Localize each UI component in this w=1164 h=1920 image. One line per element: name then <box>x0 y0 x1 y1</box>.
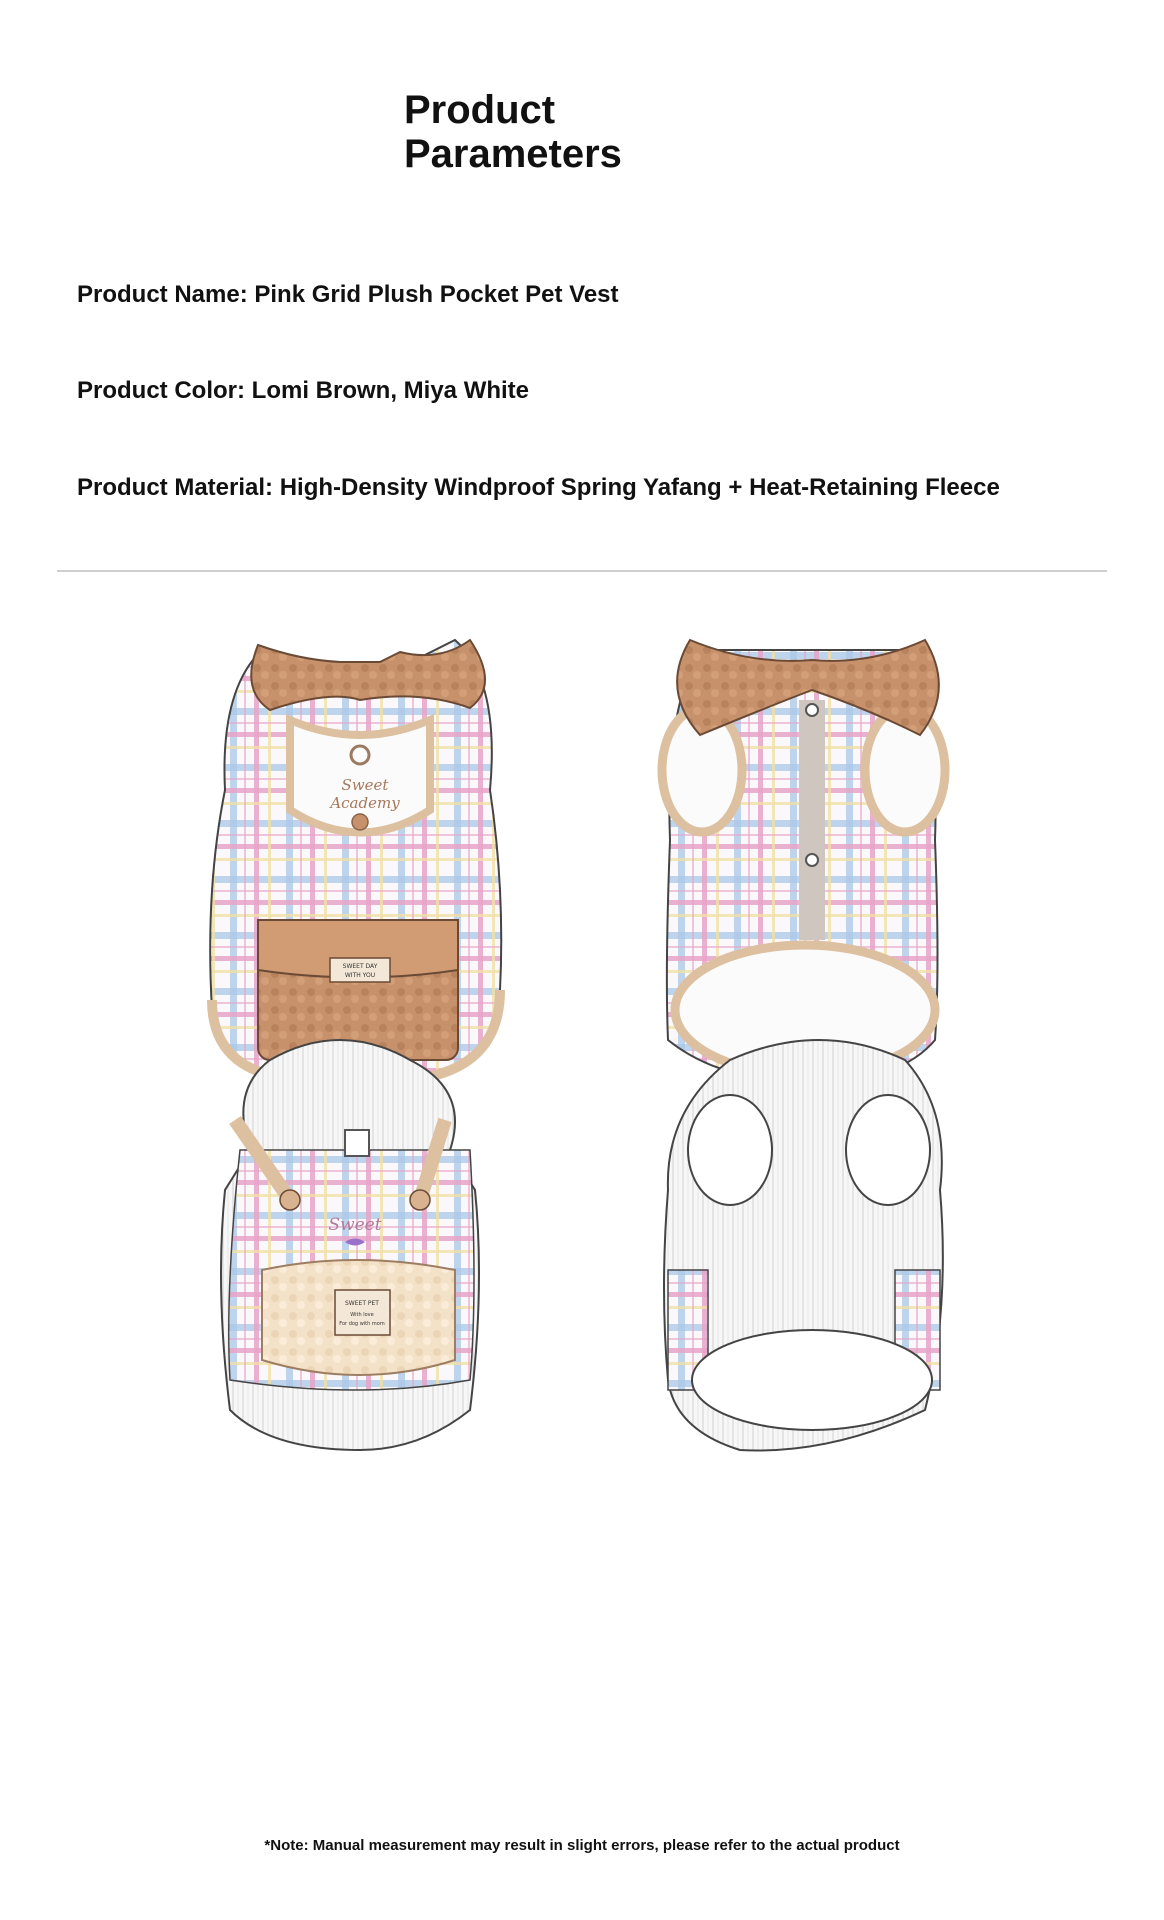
param-value: Lomi Brown, Miya White <box>251 377 530 404</box>
title-line-1: Product <box>404 88 556 132</box>
param-product-material <box>77 474 1000 502</box>
vest-brown-back <box>662 640 945 1082</box>
measurement-note: *Note: Manual measurement may result in slight errors, please refer to the actual product <box>264 1837 900 1854</box>
paw-button-icon <box>280 1190 300 1210</box>
tag-text-2: WITH YOU <box>344 972 376 979</box>
paw-button-icon <box>410 1190 430 1210</box>
vest-brown-front <box>210 640 501 1080</box>
tag-text-1: SWEET PET <box>345 1300 379 1307</box>
param-label: Product Color: <box>77 377 245 404</box>
param-product-name <box>77 281 619 309</box>
section-divider <box>57 570 1107 572</box>
fleece-collar <box>251 640 485 710</box>
leash-ring-icon <box>345 1130 369 1156</box>
tag-text-2: With love <box>350 1312 374 1318</box>
patch-text-academy: Academy <box>330 794 400 812</box>
patch-text-sweet: Sweet <box>341 776 389 794</box>
vest-script-sweet: Sweet <box>328 1215 382 1235</box>
tag-text-3: For dog with mom <box>339 1321 385 1327</box>
product-illustrations <box>0 590 1164 1790</box>
tag-text-1: SWEET DAY <box>342 963 378 970</box>
title-line-2: Parameters <box>404 132 622 176</box>
bear-emblem-icon <box>352 814 368 830</box>
param-value: Pink Grid Plush Pocket Pet Vest <box>254 281 619 308</box>
vest-white-back <box>664 1040 943 1451</box>
page-title <box>404 88 784 176</box>
param-label: Product Material: <box>77 474 274 501</box>
vest-white-front <box>221 1040 479 1450</box>
param-value: High-Density Windproof Spring Yafang + Heat-Retaining Fleece <box>279 474 1000 501</box>
param-label: Product Name: <box>77 281 248 308</box>
param-product-color <box>77 377 529 405</box>
